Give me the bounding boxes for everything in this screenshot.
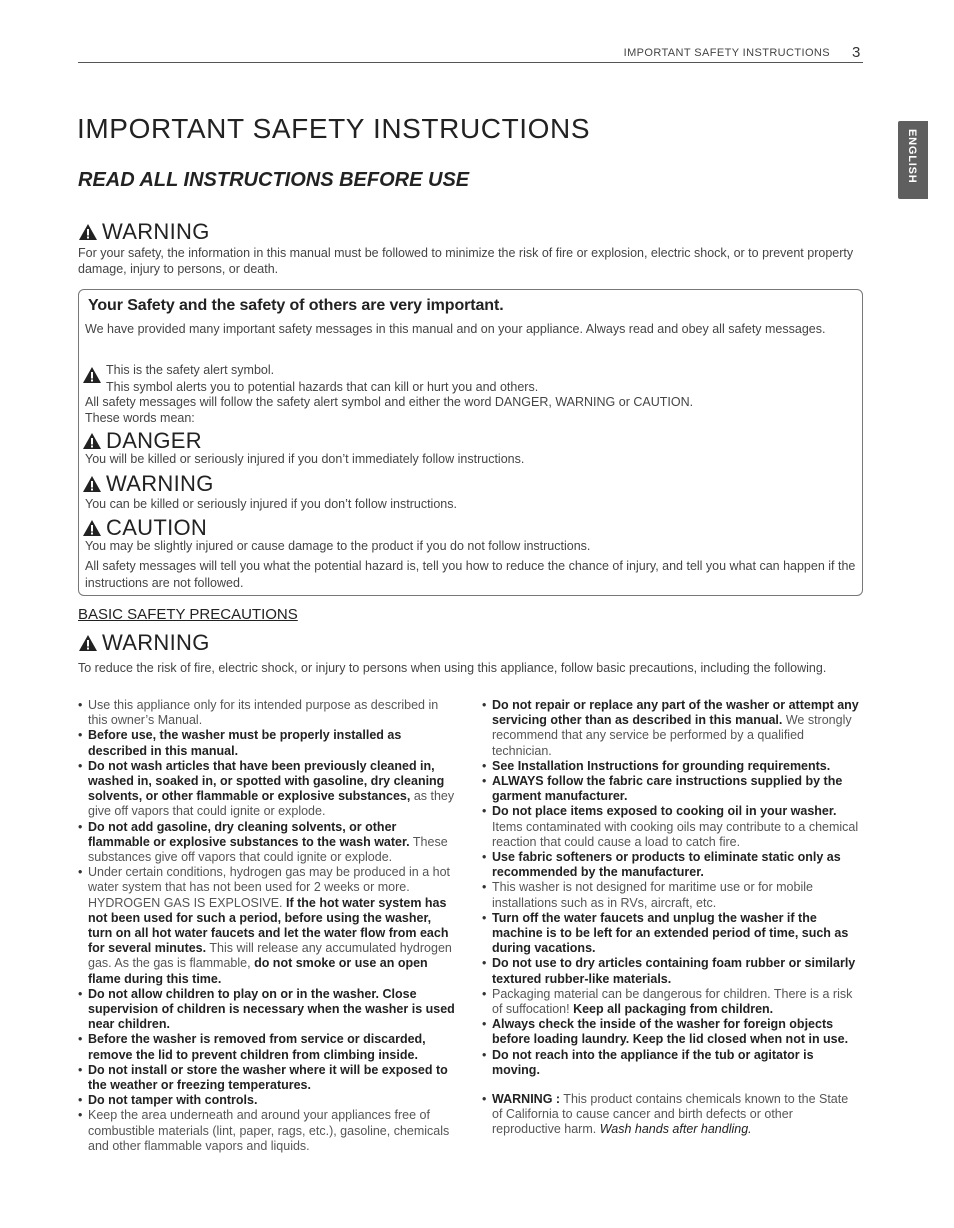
warning-signal-word-box [82,471,214,497]
warning-text-box: You can be killed or seriously injured if you don’t follow instructions. [85,497,457,511]
list-item: • See Installation Instructions for grounding requirements. [482,759,862,774]
alert-triangle-icon [82,366,102,384]
caution-label: CAUTION [106,515,208,540]
list-item: • This washer is not designed for maritime use or for mobile installations such as in RVs, aircraft, etc. [482,880,862,910]
alert-triangle-icon [82,432,102,450]
list-item: • Use this appliance only for its intended purpose as described in this owner’s Manual. [78,698,458,728]
box-heading: Your Safety and the safety of others are very important. [88,297,504,314]
page-title: IMPORTANT SAFETY INSTRUCTIONS [77,113,591,144]
list-item: • Before the washer is removed from service or discarded, remove the lid to prevent children from climbing inside. [78,1032,458,1062]
precautions-warning-signal-word [78,630,210,656]
alert-triangle-icon [82,475,102,493]
warning-intro-text: For your safety, the information in this manual must be followed to minimize the risk of fire or explosion, electric shock, or to prevent property damage, injury to persons, or death. [78,246,854,276]
page-number: 3 [852,44,861,61]
language-tab [898,121,928,199]
list-item: • Do not wash articles that have been previously cleaned in, washed in, soaked in, or spotted with gasoline, dry cleaning solvents, or other flammable or explosive substances, as they give off vapors that could ignite or explode. [78,759,458,820]
words-mean-text: These words mean: [85,411,195,425]
header-rule [78,62,863,63]
basic-safety-precautions-heading: BASIC SAFETY PRECAUTIONS [78,606,298,623]
running-header-title: IMPORTANT SAFETY INSTRUCTIONS [623,47,830,59]
caution-text: You may be slightly injured or cause damage to the product if you do not follow instructions. [85,539,591,553]
precautions-warning-label: WARNING [102,630,210,655]
list-item: • WARNING : This product contains chemicals known to the State of California to cause cancer and birth defects or other reproductive harm. Wash hands after handling. [482,1092,862,1138]
list-item: • Do not repair or replace any part of the washer or attempt any servicing other than as described in this manual. We strongly recommend that any service be performed by a qualified technician. [482,698,862,759]
precautions-intro-text: To reduce the risk of fire, electric shock, or injury to persons when using this appliance, follow basic precautions, including the following. [78,661,827,675]
list-item: • Packaging material can be dangerous for children. There is a risk of suffocation! Keep all packaging from children. [482,987,862,1017]
list-item: • Before use, the washer must be properly installed as described in this manual. [78,728,458,758]
list-item: • Do not reach into the appliance if the tub or agitator is moving. [482,1048,862,1078]
list-item: • Use fabric softeners or products to eliminate static only as recommended by the manufacturer. [482,850,862,880]
symbol-description-line1: This is the safety alert symbol. [106,363,275,377]
precautions-left-column [78,698,458,1154]
list-item: • ALWAYS follow the fabric care instructions supplied by the garment manufacturer. [482,774,862,804]
list-item: • Do not install or store the washer where it will be exposed to the weather or freezing temperatures. [78,1063,458,1093]
warning-signal-word [78,219,210,245]
list-item: • Under certain conditions, hydrogen gas may be produced in a hot water system that has not been used for 2 weeks or more. HYDROGEN GAS IS EXPLOSIVE. If the hot water system has not been used for such a period, before using the washer, turn on all hot water faucets and let the water flow from each for several minutes. This will release any accumulated hydrogen gas. As the gas is flammable, do not smoke or use an open flame during this time. [78,865,458,987]
list-item: • Turn off the water faucets and unplug the washer if the machine is to be left for an extended period of time, such as during vacations. [482,911,862,957]
list-item: • Do not use to dry articles containing foam rubber or similarly textured rubber-like materials. [482,956,862,986]
language-tab-label: ENGLISH [906,129,918,184]
list-item: • Do not allow children to play on or in the washer. Close supervision of children is necessary when the washer is used near children. [78,987,458,1033]
symbol-description-line2: This symbol alerts you to potential hazards that can kill or hurt you and others. [106,380,539,394]
danger-text: You will be killed or seriously injured if you don’t immediately follow instructions. [85,452,525,466]
list-item: • Do not add gasoline, dry cleaning solvents, or other flammable or explosive substances to the wash water. These substances give off vapors that could ignite or explode. [78,820,458,866]
alert-triangle-icon [78,634,98,652]
list-item: • Do not place items exposed to cooking oil in your washer. Items contaminated with cooking oils may contribute to a chemical reaction that could cause a load to catch fire. [482,804,862,850]
list-item: • Always check the inside of the washer for foreign objects before loading laundry. Keep the lid closed when not in use. [482,1017,862,1047]
box-closing-text: All safety messages will tell you what the potential hazard is, tell you how to reduce the chance of injury, and tell you what can happen if the instructions are not followed. [85,559,856,590]
precautions-right-column [482,698,862,1138]
warning-label: WARNING [102,219,210,244]
alert-triangle-icon [82,519,102,537]
warning-label-box: WARNING [106,471,214,496]
signal-words-explanation: All safety messages will follow the safety alert symbol and either the word DANGER, WARNING or CAUTION. [85,395,694,409]
list-item: • Keep the area underneath and around your appliances free of combustible materials (lint, paper, rags, etc.), gasoline, chemicals and other flammable vapors and liquids. [78,1108,458,1154]
box-intro-text: We have provided many important safety messages in this manual and on your appliance. Always read and obey all safety messages. [85,322,826,336]
list-item: • Do not tamper with controls. [78,1093,458,1108]
page-subtitle: READ ALL INSTRUCTIONS BEFORE USE [78,169,470,191]
danger-label: DANGER [106,428,202,453]
alert-triangle-icon [78,223,98,241]
